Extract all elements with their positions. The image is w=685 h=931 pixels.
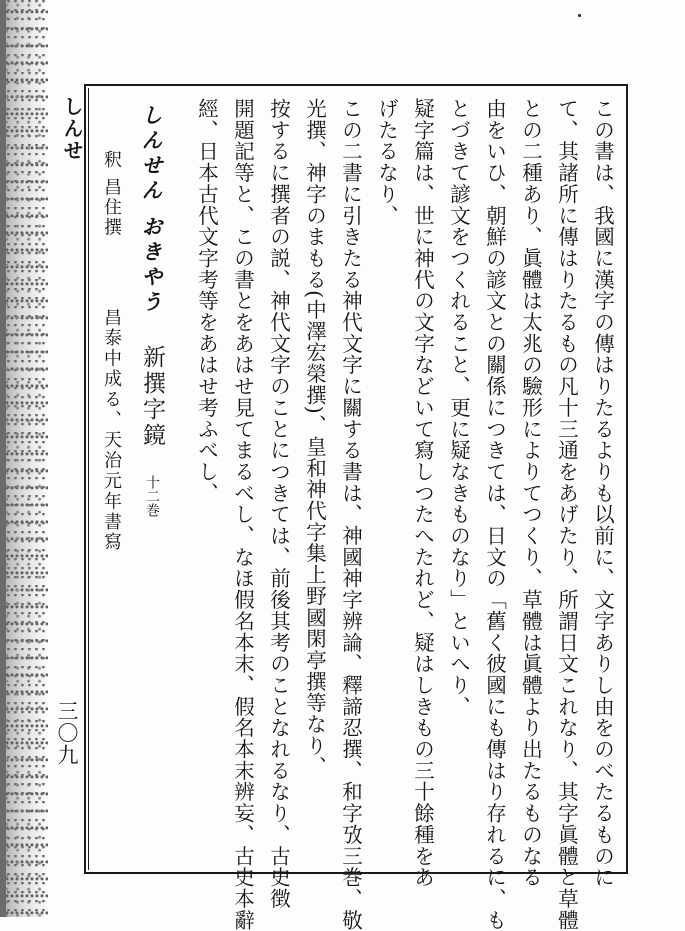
entry-author: 釈 昌住撰 xyxy=(101,150,122,238)
body-column: この二書に引きたる神代文字に關する書は、神國神字辨論、釋諦忍撰、和字攷三巻、敬 xyxy=(338,98,363,931)
body-column: この書は、我國に漢字の傳はりたるよりも以前に、文字ありし由をのべたるものに xyxy=(590,98,615,888)
entry-colophon: 昌泰中成る、天治元年書寫 xyxy=(101,308,122,553)
body-column: 按するに撰者の説、神代文字のことにつきては、前後其考のことなれるなり、古史徴 xyxy=(266,98,291,910)
scan-speck xyxy=(578,14,581,17)
body-column: とづきて諺文をつくれること、更に疑なきものなり」といへり、 xyxy=(446,98,471,718)
frame-inner-rule xyxy=(88,88,89,870)
page-number: 三〇九 xyxy=(55,700,79,766)
entry-kana-title: しんせん おきやう xyxy=(139,104,164,316)
scan-edge-strip xyxy=(0,0,6,917)
body-column: て、其諸所に傳はりたるもの凡十三通をあげたり、所謂日文これなり、其字眞體と草體 xyxy=(554,98,579,931)
body-column: げたるなり、 xyxy=(374,98,399,227)
body-column: 由をいひ、朝鮮の諺文との關係につきては、日文の「舊く彼國にも傳はり存れるに、も xyxy=(482,98,507,931)
running-head: しんせ xyxy=(60,96,84,162)
body-column: 經、日本古代文字考等をあはせ考ふべし、 xyxy=(194,98,219,504)
entry-volumes: 十二巻 xyxy=(144,475,160,517)
body-column: 開題記等と、この書とをあはせ見てまるべし、なほ假名本末、假名本末辨妄、古史本辭 xyxy=(230,98,255,931)
body-column: との二種あり、眞體は太兆の驗形によりてつくり、草體は眞體より出たるものなる xyxy=(518,98,543,888)
scan-edge-noise xyxy=(0,0,48,917)
entry-title-text: 新撰字鏡 xyxy=(139,345,165,449)
entry-title xyxy=(140,345,163,517)
body-column: 疑字篇は、世に神代の文字などいて寫しつたへたれど、疑はしきもの三十餘種をあ xyxy=(410,98,435,888)
body-column: 光撰、神字のまもる(中澤宏榮撰)、皇和神代字集上野國閑亭撰等なり、 xyxy=(302,98,327,778)
